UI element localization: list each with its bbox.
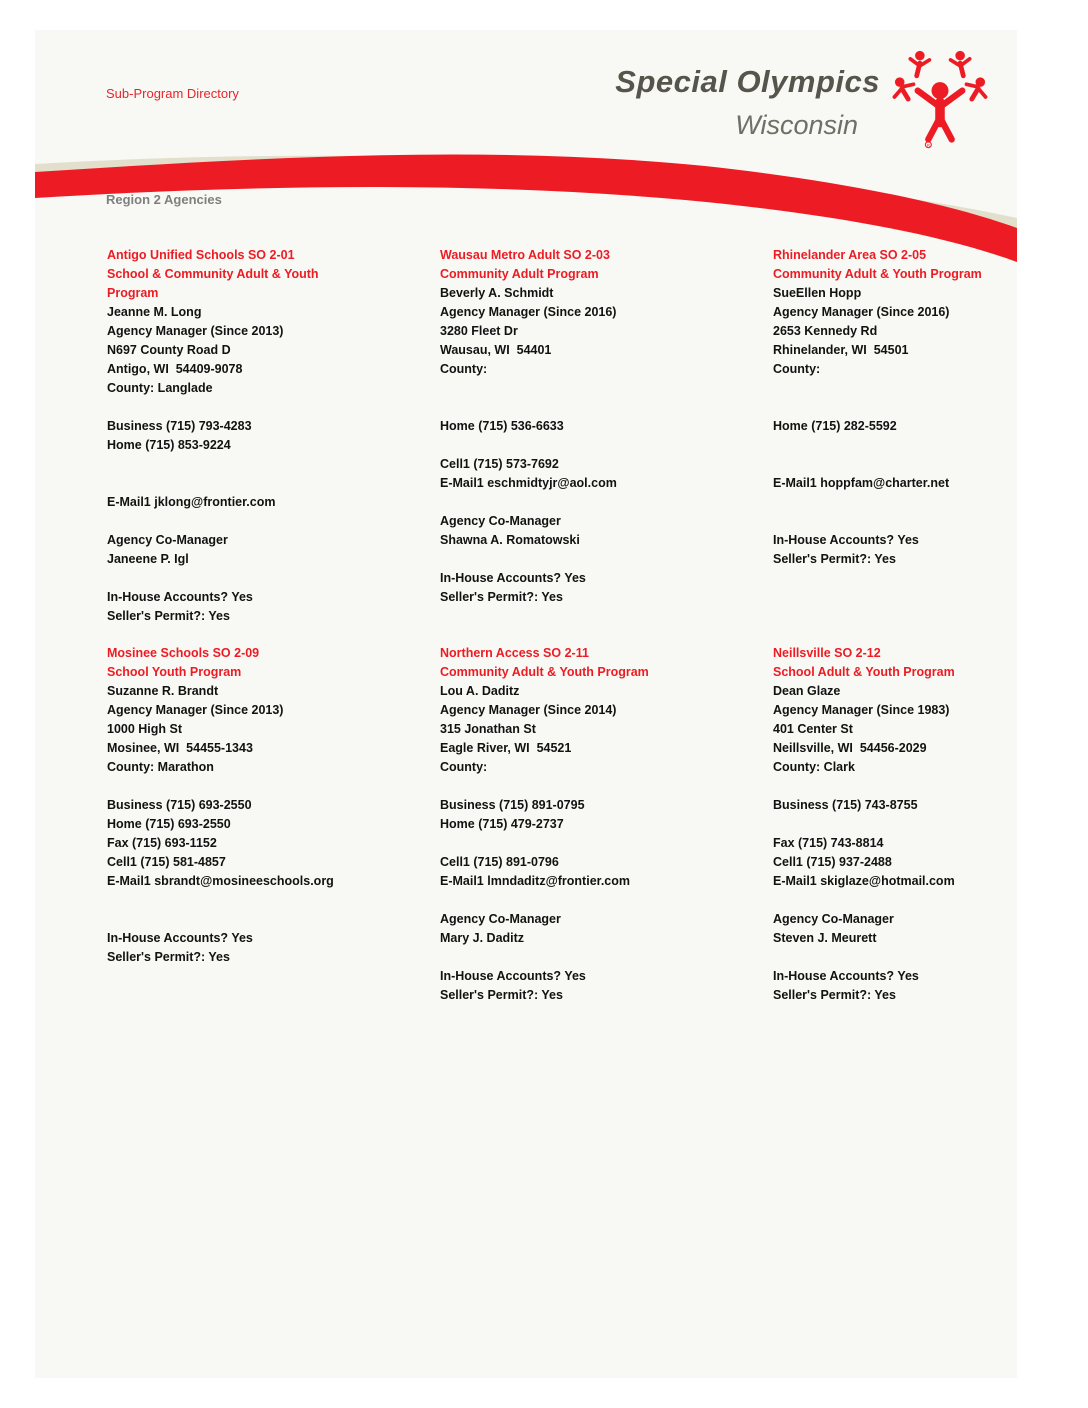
agency-program: Community Adult Program xyxy=(440,267,599,281)
agency-details xyxy=(107,682,357,967)
agency-line xyxy=(440,398,690,417)
agency-name: Antigo Unified Schools SO 2-01 xyxy=(107,248,295,262)
agency-line xyxy=(107,474,357,493)
agency-line: E-Mail1 skiglaze@hotmail.com xyxy=(773,874,955,888)
agency-line xyxy=(107,398,357,417)
agency-card xyxy=(440,246,690,607)
agency-line: Seller's Permit?: Yes xyxy=(107,950,230,964)
agency-line: 1000 High St xyxy=(107,722,183,736)
agency-line xyxy=(107,910,357,929)
agency-line: Shawna A. Romatowski xyxy=(440,533,580,547)
agency-line: County: xyxy=(773,362,821,376)
agency-line xyxy=(440,379,690,398)
agency-program: Community Adult & Youth Program xyxy=(440,665,649,679)
agency-details xyxy=(440,682,690,1005)
agency-details xyxy=(107,303,357,626)
agency-line: Seller's Permit?: Yes xyxy=(440,988,563,1002)
agency-line xyxy=(440,891,690,910)
agency-line: Agency Co-Manager xyxy=(773,912,894,926)
agency-line xyxy=(440,493,690,512)
agency-line: Home (715) 853-9224 xyxy=(107,438,231,452)
document-page xyxy=(35,30,1017,1378)
agency-line: Antigo, WI 54409-9078 xyxy=(107,362,243,376)
agency-line xyxy=(107,891,357,910)
agency-line: Seller's Permit?: Yes xyxy=(773,552,896,566)
agency-line xyxy=(107,777,357,796)
agency-details xyxy=(773,284,1023,569)
agency-line: Eagle River, WI 54521 xyxy=(440,741,572,755)
agency-line: Agency Manager (Since 2014) xyxy=(440,703,617,717)
agency-line: Mosinee, WI 54455-1343 xyxy=(107,741,253,755)
agency-line: Agency Co-Manager xyxy=(107,533,228,547)
agency-details xyxy=(440,284,690,607)
agency-line: Business (715) 793-4283 xyxy=(107,419,252,433)
agency-line: E-Mail1 lmndaditz@frontier.com xyxy=(440,874,630,888)
agency-name: Mosinee Schools SO 2-09 xyxy=(107,646,260,660)
agency-line: In-House Accounts? Yes xyxy=(107,590,253,604)
agency-line: Cell1 (715) 581-4857 xyxy=(107,855,226,869)
agency-line: Business (715) 693-2550 xyxy=(107,798,252,812)
agency-line xyxy=(773,455,1023,474)
agency-line: In-House Accounts? Yes xyxy=(440,571,586,585)
agency-line xyxy=(440,834,690,853)
agency-line xyxy=(107,512,357,531)
agency-program: School Adult & Youth Program xyxy=(773,665,955,679)
agency-line: E-Mail1 eschmidtyjr@aol.com xyxy=(440,476,617,490)
agency-name: Northern Access SO 2-11 xyxy=(440,646,589,660)
agency-line: Seller's Permit?: Yes xyxy=(773,988,896,1002)
agency-line: SueEllen Hopp xyxy=(773,286,862,300)
agency-line: N697 County Road D xyxy=(107,343,231,357)
doc-title: Sub-Program Directory xyxy=(106,86,239,101)
agency-line: Steven J. Meurett xyxy=(773,931,877,945)
agency-line: Jeanne M. Long xyxy=(107,305,202,319)
brand-wordmark: Special Olympics xyxy=(615,64,880,99)
agency-card xyxy=(107,644,357,967)
agency-line: Cell1 (715) 937-2488 xyxy=(773,855,892,869)
agency-line: Lou A. Daditz xyxy=(440,684,520,698)
agency-program: School & Community Adult & Youth Program xyxy=(107,267,319,300)
agency-line xyxy=(773,815,1023,834)
agency-line: County: Marathon xyxy=(107,760,214,774)
agency-line: County: Langlade xyxy=(107,381,213,395)
agency-line: Janeene P. Igl xyxy=(107,552,189,566)
agency-line: County: xyxy=(440,362,488,376)
agency-line: 3280 Fleet Dr xyxy=(440,324,518,338)
agency-line: 2653 Kennedy Rd xyxy=(773,324,878,338)
agency-line xyxy=(773,493,1023,512)
agency-line: E-Mail1 sbrandt@mosineeschools.org xyxy=(107,874,334,888)
agency-line: Cell1 (715) 573-7692 xyxy=(440,457,559,471)
agency-line: In-House Accounts? Yes xyxy=(773,533,919,547)
agency-line xyxy=(773,436,1023,455)
agency-line xyxy=(773,777,1023,796)
agency-line: Neillsville, WI 54456-2029 xyxy=(773,741,927,755)
agency-line: 401 Center St xyxy=(773,722,853,736)
agency-line xyxy=(773,948,1023,967)
agency-line xyxy=(440,436,690,455)
agency-line xyxy=(773,398,1023,417)
agency-line: Beverly A. Schmidt xyxy=(440,286,554,300)
agency-line: E-Mail1 jklong@frontier.com xyxy=(107,495,276,509)
agency-line: Agency Manager (Since 2016) xyxy=(773,305,950,319)
agency-line: Wausau, WI 54401 xyxy=(440,343,552,357)
section-title: Region 2 Agencies xyxy=(106,192,222,207)
agency-line: Mary J. Daditz xyxy=(440,931,525,945)
agency-line: Agency Co-Manager xyxy=(440,912,561,926)
agency-line: E-Mail1 hoppfam@charter.net xyxy=(773,476,950,490)
brand-region-name: Wisconsin xyxy=(735,110,858,140)
agency-program: Community Adult & Youth Program xyxy=(773,267,982,281)
svg-text:R: R xyxy=(926,142,930,148)
agency-line: Home (715) 693-2550 xyxy=(107,817,231,831)
agency-card xyxy=(107,246,357,626)
agency-line xyxy=(773,891,1023,910)
agency-line: Seller's Permit?: Yes xyxy=(440,590,563,604)
agency-line: 315 Jonathan St xyxy=(440,722,536,736)
agency-line: Cell1 (715) 891-0796 xyxy=(440,855,559,869)
agency-line xyxy=(107,569,357,588)
agency-line: In-House Accounts? Yes xyxy=(107,931,253,945)
agency-line: Agency Manager (Since 2016) xyxy=(440,305,617,319)
agency-line: Home (715) 536-6633 xyxy=(440,419,564,433)
agency-name: Wausau Metro Adult SO 2-03 xyxy=(440,248,610,262)
agency-name: Neillsville SO 2-12 xyxy=(773,646,881,660)
agency-line: Dean Glaze xyxy=(773,684,841,698)
agency-line: Business (715) 891-0795 xyxy=(440,798,585,812)
agency-line: Home (715) 282-5592 xyxy=(773,419,897,433)
agency-line: Fax (715) 693-1152 xyxy=(107,836,217,850)
agency-line: Agency Co-Manager xyxy=(440,514,561,528)
agency-line: In-House Accounts? Yes xyxy=(440,969,586,983)
agency-line: Seller's Permit?: Yes xyxy=(107,609,230,623)
agency-line xyxy=(440,550,690,569)
agency-line: Business (715) 743-8755 xyxy=(773,798,918,812)
agency-program: School Youth Program xyxy=(107,665,242,679)
agency-line xyxy=(440,948,690,967)
agency-name: Rhinelander Area SO 2-05 xyxy=(773,248,927,262)
agency-details xyxy=(773,682,1023,1005)
agency-line: Rhinelander, WI 54501 xyxy=(773,343,909,357)
agency-card xyxy=(440,644,690,1005)
agency-line xyxy=(773,379,1023,398)
agency-line: Agency Manager (Since 1983) xyxy=(773,703,950,717)
agency-line: County: Clark xyxy=(773,760,855,774)
agency-line: County: xyxy=(440,760,488,774)
agency-card xyxy=(773,246,1023,569)
agency-line: In-House Accounts? Yes xyxy=(773,969,919,983)
agency-line: Agency Manager (Since 2013) xyxy=(107,324,284,338)
agency-line: Suzanne R. Brandt xyxy=(107,684,219,698)
agency-line: Fax (715) 743-8814 xyxy=(773,836,884,850)
agency-line xyxy=(773,512,1023,531)
agency-line xyxy=(107,455,357,474)
agency-line: Home (715) 479-2737 xyxy=(440,817,564,831)
agency-line: Agency Manager (Since 2013) xyxy=(107,703,284,717)
agency-line xyxy=(440,777,690,796)
agency-card xyxy=(773,644,1023,1005)
